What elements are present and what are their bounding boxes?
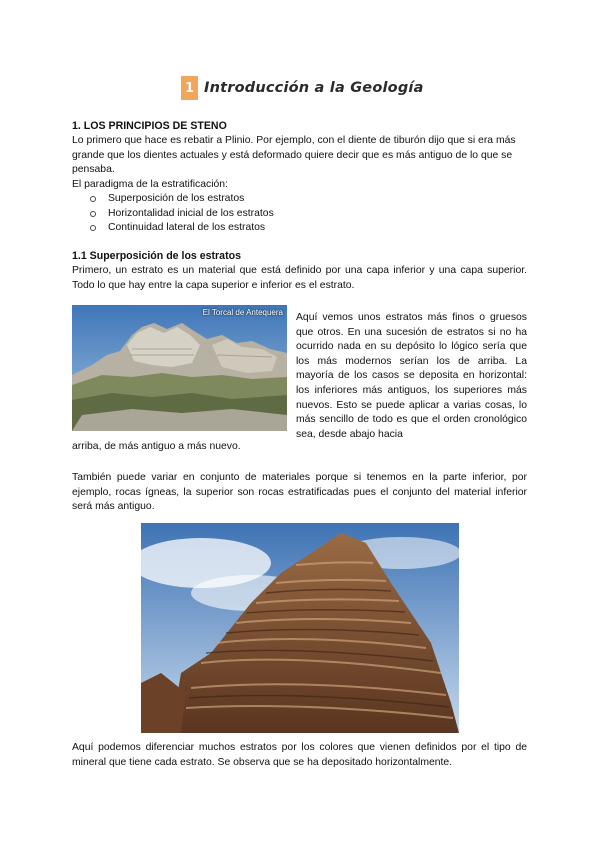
steno-paragraph: Lo primero que hace es rebatir a Plinio. Por ejemplo, con el diente de tiburón dijo que si era más grande que los dientes actuales y está deformado quiere decir que es más antiguo de lo que se pensaba. bbox=[72, 135, 516, 176]
list-item: Superposición de los estratos bbox=[88, 192, 274, 207]
section-heading-steno: 1. LOS PRINCIPIOS DE STENO bbox=[72, 120, 227, 132]
torcal-photo bbox=[72, 305, 287, 431]
document-title: Introducción a la Geología bbox=[204, 80, 424, 96]
paradigm-intro: El paradigma de la estratificación: bbox=[72, 179, 228, 190]
principles-list bbox=[88, 192, 274, 236]
list-item: Continuidad lateral de los estratos bbox=[88, 221, 274, 236]
section-heading-superposition: 1.1 Superposición de los estratos bbox=[72, 250, 241, 262]
photo-caption: El Torcal de Antequera bbox=[202, 308, 283, 317]
strata-rock-photo bbox=[141, 523, 459, 733]
colors-paragraph: Aquí podemos diferenciar muchos estratos por los colores que vienen definidos por el tipo de mineral que tiene cada estrato. Se observa que se ha depositado horizontalmente. bbox=[72, 742, 527, 768]
side-paragraph-end: arriba, de más antiguo a más nuevo. bbox=[72, 441, 241, 452]
side-paragraph: Aquí vemos unos estratos más finos o gruesos que otros. En una sucesión de estratos si no ha ocurrido nada en su depósito lo lógico sería que los más modernos serían los de arriba. La mayoría de los casos se deposita en horizontal: los inferiores más antiguos, los superiores más nuevos. Esto se puede aplicar a varias cosas, lo más sencillo de todo es que el orden cronológico sea, desde abajo hacia bbox=[296, 312, 527, 440]
stratum-definition: Primero, un estrato es un material que está definido por una capa inferior y una capa superior. Todo lo que hay entre la capa superior e inferior es el estrato. bbox=[72, 265, 527, 291]
list-item: Horizontalidad inicial de los estratos bbox=[88, 207, 274, 222]
materials-paragraph: También puede variar en conjunto de materiales porque si tenemos en la parte inferior, por ejemplo, rocas ígneas, la superior son rocas estratificadas pues el conjunto del material inferior será más antiguo. bbox=[72, 472, 527, 513]
chapter-number-badge: 1 bbox=[181, 76, 198, 100]
chapter-title bbox=[181, 76, 424, 100]
